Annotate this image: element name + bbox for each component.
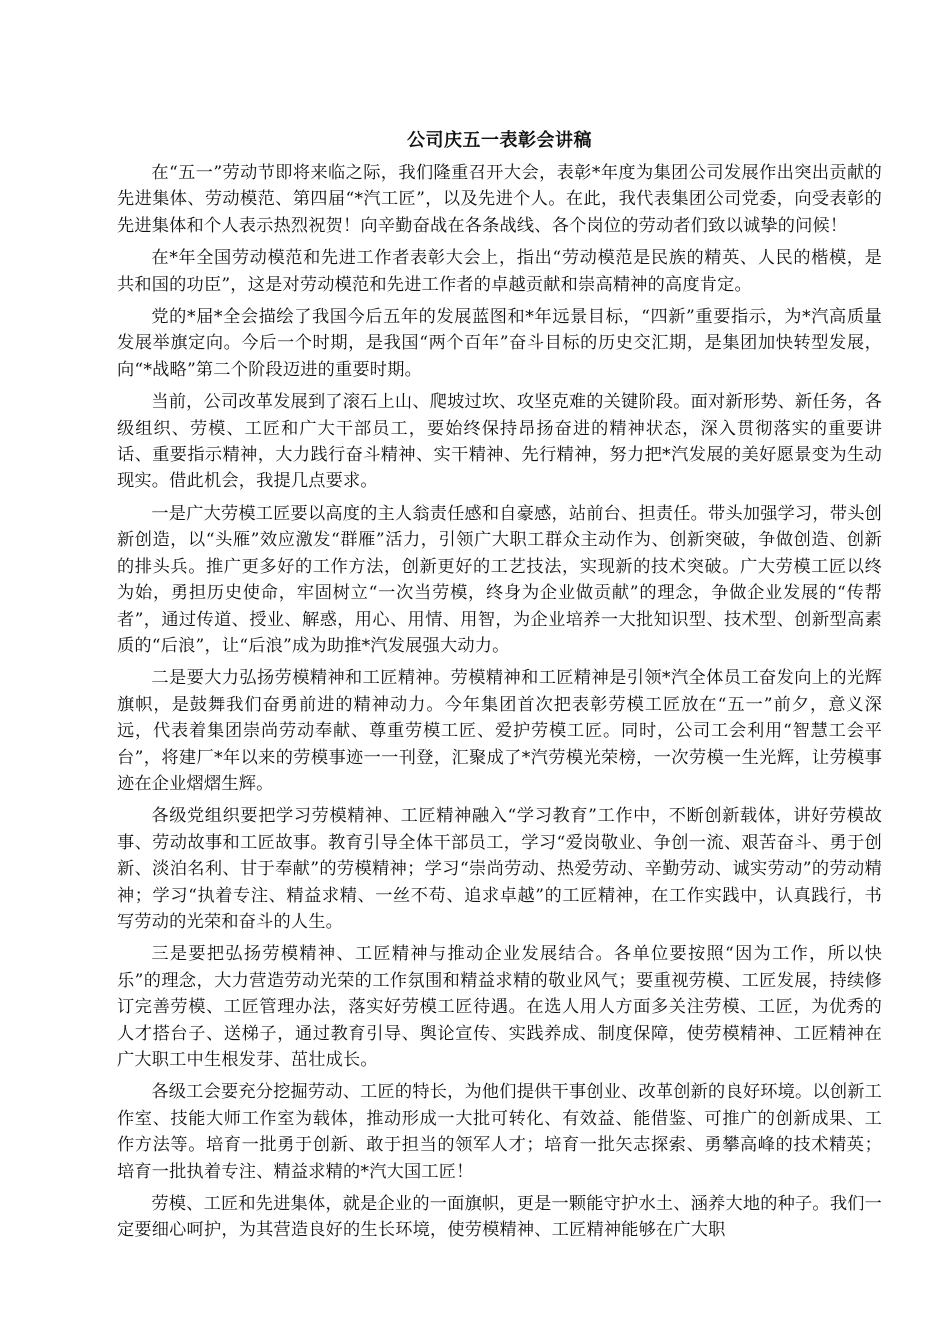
paragraph-7: 各级党组织要把学习劳模精神、工匠精神融入“学习教育”工作中，不断创新载体，讲好劳模故事、劳动故事和工匠故事。教育引导全体干部员工，学习“爱岗敬业、争创一流、艰苦奋斗、勇于创新、淡泊名利、甘于奉献”的劳模精神；学习“崇尚劳动、热爱劳动、辛勤劳动、诚实劳动”的劳动精神；学习“执着专注、精益求精、一丝不苟、追求卓越”的工匠精神，在工作实践中，认真践行，书写劳动的光荣和奋斗的人生。 xyxy=(117,806,882,932)
paragraph-2: 在*年全国劳动模范和先进工作者表彰大会上，指出“劳动模范是民族的精英、人民的楷模，是共和国的功臣”，这是对劳动模范和先进工作者的卓越贡献和崇高精神的高度肯定。 xyxy=(117,248,882,295)
paragraph-8: 三是要把弘扬劳模精神、工匠精神与推动企业发展结合。各单位要按照“因为工作，所以快乐”的理念，大力营造劳动光荣的工作氛围和精益求精的敬业风气；要重视劳模、工匠发展，持续修订完善劳模、工匠管理办法，落实好劳模工匠待遇。在选人用人方面多关注劳模、工匠，为优秀的人才搭台子、送梯子，通过教育引导、舆论宣传、实践养成、制度保障，使劳模精神、工匠精神在广大职工中生根发芽、茁壮成长。 xyxy=(117,944,882,1070)
paragraph-3: 党的*届*全会描绘了我国今后五年的发展蓝图和*年远景目标，“四新”重要指示，为*汽高质量发展举旗定向。今后一个时期，是我国“两个百年”奋斗目标的历史交汇期，是集团加快转型发展，向“*战略”第二个阶段迈进的重要时期。 xyxy=(117,307,882,380)
paragraph-9: 各级工会要充分挖掘劳动、工匠的特长，为他们提供干事创业、改革创新的良好环境。以创新工作室、技能大师工作室为载体，推动形成一大批可转化、有效益、能借鉴、可推广的创新成果、工作方法等。培育一批勇于创新、敢于担当的领军人才；培育一批矢志探索、勇攀高峰的技术精英；培育一批执着专注、精益求精的*汽大国工匠！ xyxy=(117,1082,882,1182)
paragraph-5: 一是广大劳模工匠要以高度的主人翁责任感和自豪感，站前台、担责任。带头加强学习，带头创新创造，以“头雁”效应激发“群雁”活力，引领广大职工群众主动作为、创新突破，争做创造、创新的排头兵。推广更多好的工作方法，创新更好的工艺技法，实现新的技术突破。广大劳模工匠以终为始，勇担历史使命，牢固树立“一次当劳模，终身为企业做贡献”的理念，争做企业发展的“传帮者”，通过传道、授业、解惑，用心、用情、用智，为企业培养一大批知识型、技术型、创新型高素质的“后浪”，让“后浪”成为助推*汽发展强大动力。 xyxy=(117,503,882,656)
document-page xyxy=(117,126,882,1250)
paragraph-1: 在“五一”劳动节即将来临之际，我们隆重召开大会，表彰*年度为集团公司发展作出突出贡献的先进集体、劳动模范、第四届“*汽工匠”，以及先进个人。在此，我代表集团公司党委，向受表彰的先进集体和个人表示热烈祝贺！向辛勤奋战在各条战线、各个岗位的劳动者们致以诚挚的问候！ xyxy=(117,163,882,236)
document-title: 公司庆五一表彰会讲稿 xyxy=(407,130,592,151)
paragraph-6: 二是要大力弘扬劳模精神和工匠精神。劳模精神和工匠精神是引领*汽全体员工奋发向上的光辉旗帜，是鼓舞我们奋勇前进的精神动力。今年集团首次把表彰劳模工匠放在“五一”前夕，意义深远，代表着集团崇尚劳动奉献、尊重劳模工匠、爱护劳模工匠。同时，公司工会利用“智慧工会平台”，将建厂*年以来的劳模事迹一一刊登，汇聚成了*汽劳模光荣榜，一次劳模一生光辉，让劳模事迹在企业熠熠生辉。 xyxy=(117,668,882,794)
paragraph-10: 劳模、工匠和先进集体，就是企业的一面旗帜，更是一颗能守护水土、涵养大地的种子。我们一定要细心呵护，为其营造良好的生长环境，使劳模精神、工匠精神能够在广大职 xyxy=(117,1194,882,1241)
paragraph-4: 当前，公司改革发展到了滚石上山、爬坡过坎、攻坚克难的关键阶段。面对新形势、新任务，各级组织、劳模、工匠和广大干部员工，要始终保持昂扬奋进的精神状态，深入贯彻落实的重要讲话、重要指示精神，大力践行奋斗精神、实干精神、先行精神，努力把*汽发展的美好愿景变为生动现实。借此机会，我提几点要求。 xyxy=(117,392,882,492)
